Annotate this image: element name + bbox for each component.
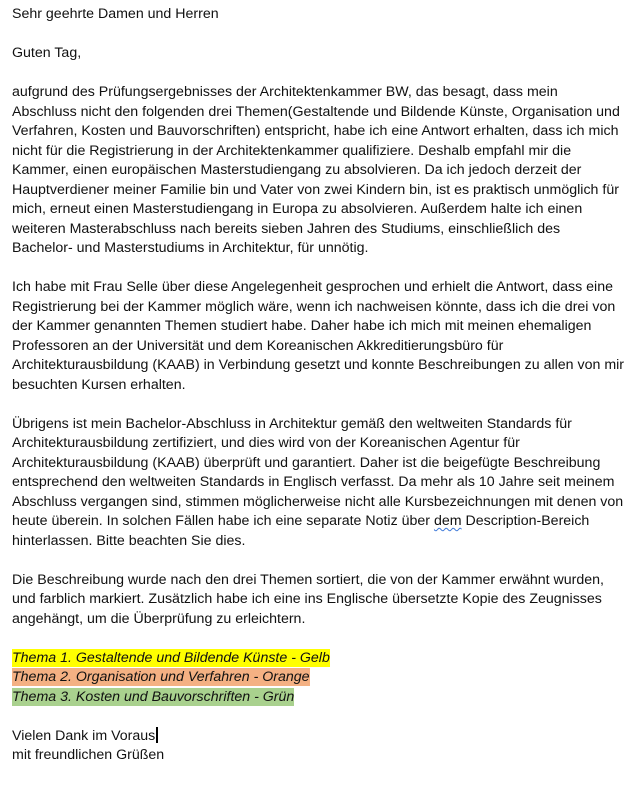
theme-1-highlight: Thema 1. Gestaltende und Bildende Künste - Gelb [12, 649, 330, 666]
spellcheck-flagged-word[interactable]: dem [433, 513, 462, 529]
theme-2-highlight: Thema 2. Organisation und Verfahren - Orange [12, 669, 310, 685]
text-cursor [156, 727, 158, 743]
document-body[interactable] [12, 5, 624, 785]
salutation: Sehr geehrte Damen und Herren [12, 6, 219, 22]
theme-3-line [12, 688, 624, 708]
theme-3-highlight: Thema 3. Kosten und Bauvorschriften - Grün [12, 688, 295, 705]
closing-thanks-line [12, 727, 624, 747]
closing-regards: mit freundlichen Grüßen [12, 747, 165, 763]
paragraph-4: Die Beschreibung wurde nach den drei Themen sortiert, die von der Kammer erwähnt wurden, und farblich markiert. Zusätzlich habe ich eine ins Englische übersetzte Kopie des Zeugnisses angehängt, um die Überprüfung zu erleichtern. [12, 571, 604, 627]
paragraph-3-text-start: Übrigens ist mein Bachelor-Abschluss in Architektur gemäß den weltweiten Standards für Architekturausbildung zertifiziert, und dies wird von der Koreanischen Agentur für Architekturausbildung (KAAB) überprüft und garantiert. Daher ist die beigefügte Beschreibung entsprechend den weltweiten Standards in Englisch verfasst. Da mehr als 10 Jahre seit meinem Abschluss vergangen sind, stimmen möglicherweise nicht alle Kursbezeichnungen mit denen von heute überein. In solchen Fällen habe ich eine separate Notiz über [12, 415, 624, 529]
paragraph-3 [12, 415, 624, 552]
theme-2-line [12, 668, 624, 688]
closing [12, 727, 624, 766]
closing-thanks: Vielen Dank im Voraus [12, 727, 156, 744]
paragraph-2: Ich habe mit Frau Selle über diese Angelegenheit gesprochen und erhielt die Antwort, dass eine Registrierung bei der Kammer möglich wäre, wenn ich nachweisen könnte, dass ich die drei von der Kammer genannten Themen studiert habe. Daher habe ich mich mit meinen ehemaligen Professoren an der Universität und dem Koreanischen Akkreditierungsbüro für Architekturausbildung (KAAB) in Verbindung gesetzt und konnte Beschreibungen zu allen von mir besuchten Kursen erhalten. [12, 279, 625, 393]
paragraph-1: aufgrund des Prüfungsergebnisses der Architektenkammer BW, das besagt, dass mein Abschluss nicht den folgenden drei Themen(Gestaltende und Bildende Künste, Organisation und Verfahren, Kosten und Bauvorschriften) entspricht, habe ich eine Antwort erhalten, dass ich mich nicht für die Registrierung in der Architektenkammer qualifiziere. Deshalb empfahl mir die Kammer, einen europäischen Masterstudiengang zu absolvieren. Da ich jedoch derzeit der Hauptverdiener meiner Familie bin und Vater von zwei Kindern bin, ist es praktisch unmöglich für mich, erneut einen Masterstudiengang in Europa zu absolvieren. Außerdem halte ich einen weiteren Masterabschluss nach bereits sieben Jahren des Studiums, einschließlich des Bachelor- und Masterstudiums in Architektur, für unnötig. [12, 84, 620, 256]
theme-list [12, 649, 624, 708]
paragraph-3-text-end: Description-Bereich hinterlassen. Bitte beachten Sie dies. [12, 513, 590, 549]
theme-1-line [12, 649, 624, 669]
greeting: Guten Tag, [12, 45, 82, 61]
